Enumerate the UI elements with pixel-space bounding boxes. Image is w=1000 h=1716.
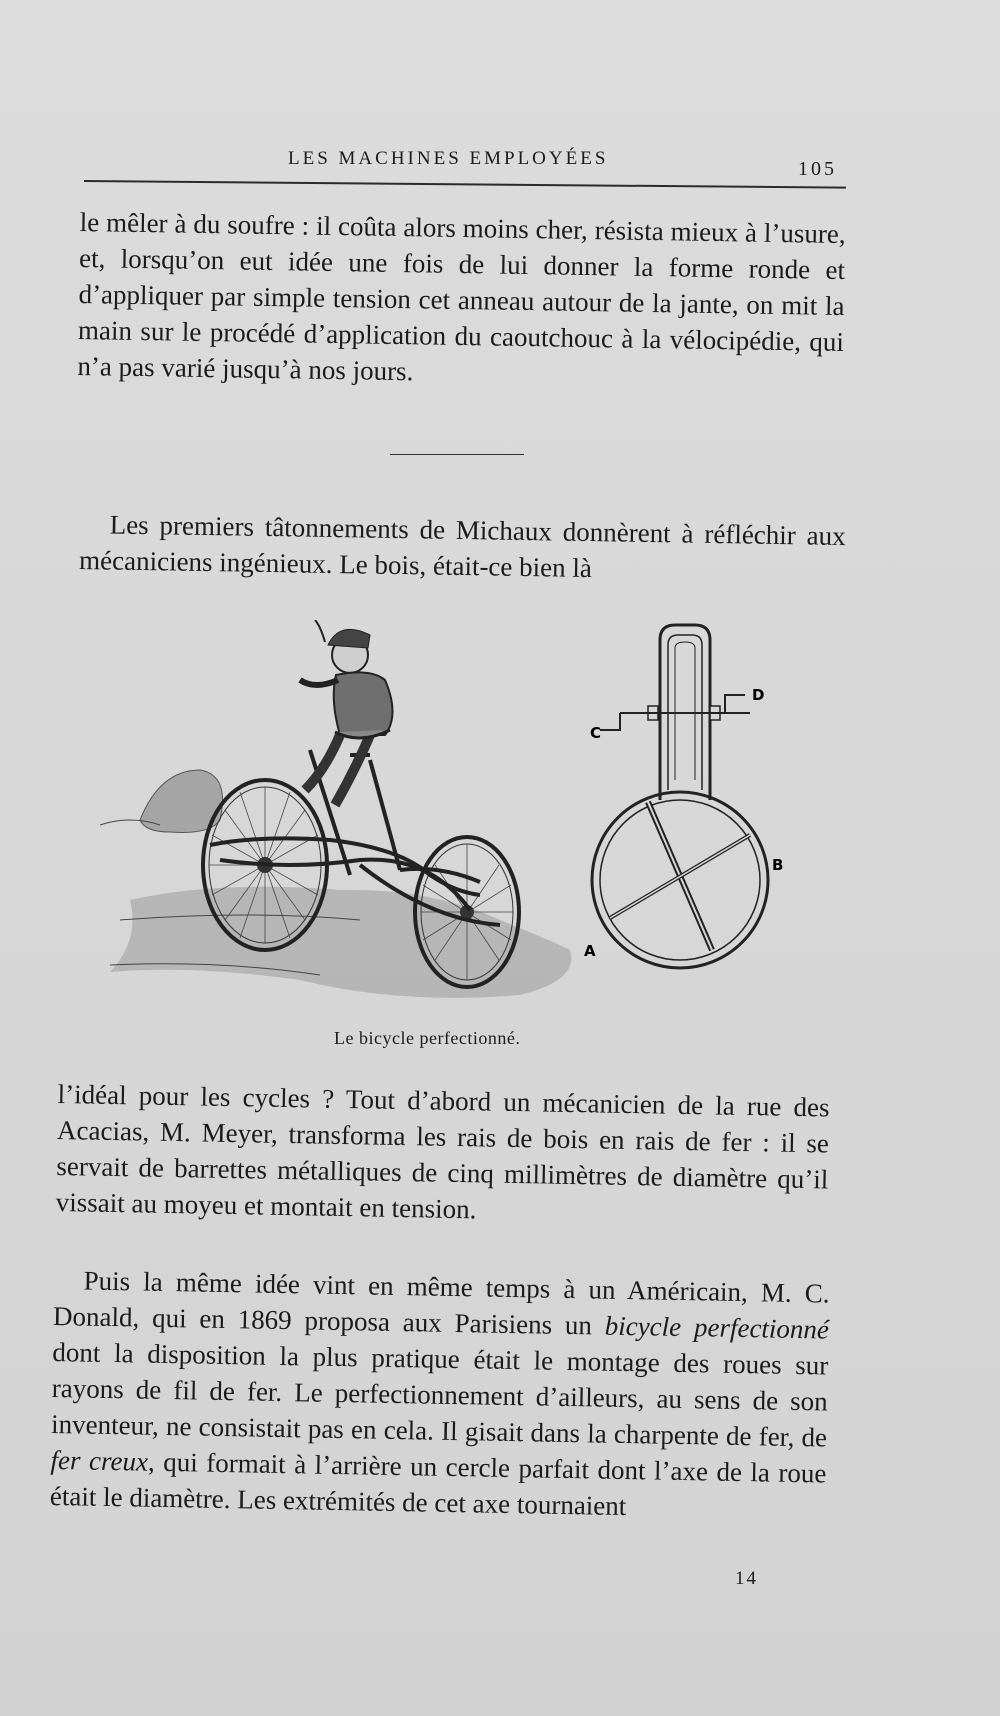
paragraph-3: l’idéal pour les cycles ? Tout d’abord un mécanicien de la rue des Acacias, M. Meyer, transforma les rais de bois en rais de fer : il se servait de barrettes métalliques de cinq millimètres de diamètre qu’il vissait au moyeu et montait en tension. xyxy=(55,1078,830,1225)
label-c: C xyxy=(590,724,602,742)
paragraph-2: Les premiers tâtonnements de Michaux donnèrent à réfléchir aux mécaniciens ingénieux. Le bois, était-ce bien là xyxy=(78,509,846,584)
label-d: D xyxy=(752,686,765,704)
label-b: B xyxy=(772,856,784,874)
paragraph-4-text-2: dont la disposition la plus pratique était le montage des roues sur rayons de fil de fer. Le perfectionnement d’ailleurs, au sens de son inventeur, ne consistait pas en cela. Il gisait dans la charpente de fer, de xyxy=(50,1336,829,1453)
signature-mark: 14 xyxy=(735,1568,758,1589)
running-title: LES MACHINES EMPLOYÉES xyxy=(288,148,609,169)
figure-caption: Le bicycle perfectionné. xyxy=(334,1028,521,1048)
paragraph-4-italic-1: bicycle perfectionné xyxy=(604,1310,830,1345)
paragraph-4-text-1: Puis la même idée vint en même temps à un Américain, M. C. Donald, qui en 1869 proposa aux Parisiens un xyxy=(52,1265,830,1341)
bicycle-illustration xyxy=(100,620,790,1010)
paragraph-4 xyxy=(50,1262,830,1528)
section-divider xyxy=(390,454,524,455)
page-number: 105 xyxy=(798,158,837,180)
rider-figure xyxy=(300,620,393,805)
frame-diagram xyxy=(592,625,768,968)
paragraph-4-italic-2: fer creux xyxy=(50,1444,149,1477)
label-a: A xyxy=(584,942,596,960)
header-rule xyxy=(84,180,846,189)
paragraph-1: le mêler à du soufre : il coûta alors moins cher, résista mieux à l’usure, et, lorsqu’on eut idée une fois de lui donner la forme ronde et d’appliquer par simple tension cet anneau autour de la jante, on mit la main sur le procédé d’application du caoutchouc à la vélocipédie, qui n’a pas varié jusqu’à nos jours. xyxy=(77,206,846,387)
bicycle-figure xyxy=(100,620,790,1010)
paragraph-4-text-3: , qui formait à l’arrière un cercle parfait dont l’axe de la roue était le diamètre. Les extrémités de cet axe tournaient xyxy=(49,1446,827,1522)
front-wheel xyxy=(415,837,519,987)
page-header xyxy=(84,140,846,182)
